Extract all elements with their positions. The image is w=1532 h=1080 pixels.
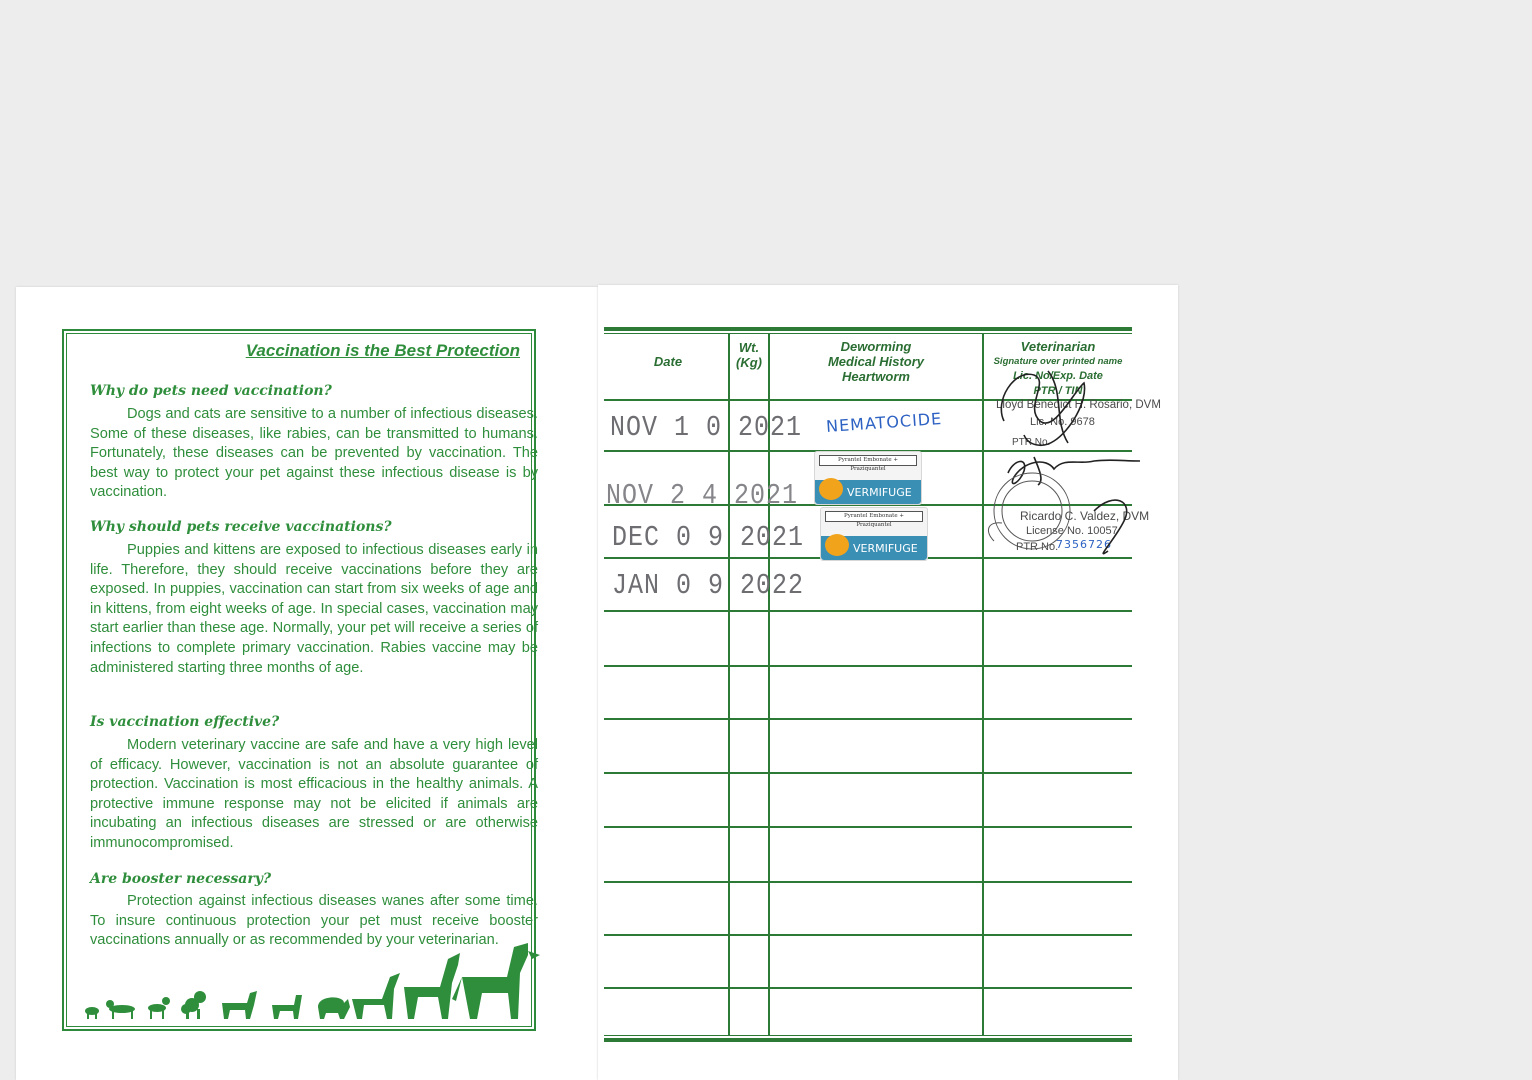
sticker-label: VERMIFUGE [853, 542, 918, 555]
header-medical-history: Medical History [827, 354, 925, 369]
date-stamp: JAN 0 9 2022 [612, 569, 805, 603]
handwritten-ptr-number: 7356726 [1056, 538, 1112, 551]
header-deworming [770, 339, 982, 384]
header-ptr-tin: PTR / TIN [1033, 385, 1083, 397]
dog-silhouettes-illustration [82, 943, 542, 1023]
vermifuge-sticker [814, 451, 922, 505]
info-title: Vaccination is the Best Protection [245, 341, 520, 360]
sticker-ingredients: Pyrantel Embonate + Praziquantel [819, 455, 917, 466]
row-divider [604, 772, 1132, 774]
question-heading: Why should pets receive vaccinations? [90, 519, 392, 535]
bottom-rule [604, 1038, 1132, 1042]
vet-name-stamp: Ricardo C. Valdez, DVM [1020, 509, 1150, 523]
header-date: Date [653, 354, 683, 369]
top-rule-thin [604, 333, 1132, 334]
row-divider [604, 881, 1132, 883]
brand-logo-icon [819, 478, 843, 500]
header-weight-line: Wt. [738, 340, 760, 355]
vet-name-stamp: Lloyd Benedict H. Rosario, DVM [996, 399, 1161, 411]
row-divider [604, 718, 1132, 720]
header-heartworm: Heartworm [842, 369, 910, 384]
vermifuge-sticker [820, 507, 928, 561]
vet-license-stamp: License No. 10057 [1026, 525, 1118, 537]
left-booklet-page [16, 287, 598, 1080]
header-weight-unit: (Kg) [736, 355, 762, 370]
answer-paragraph: Puppies and kittens are exposed to infectious diseases early in life. Therefore, they should receive vaccinations before they are exposed. In puppies, vaccination can start from six weeks of age and in kittens, from eight weeks of age. In special cases, vaccination may start earlier than these age. Normally, your pet will receive a series of infections to complete primary vaccination. Rabies vaccine may be administered starting three months of age. [90, 542, 538, 676]
brand-logo-icon [825, 534, 849, 556]
vet-ptr-stamp: PTR No. [1016, 541, 1059, 553]
header-veterinarian-title: Veterinarian [1020, 339, 1096, 354]
vet-license-stamp: Lic. No. 9678 [1030, 416, 1095, 428]
header-signature: Signature over printed name [993, 356, 1123, 367]
date-stamp: NOV 1 0 2021 [610, 411, 803, 445]
question-heading: Is vaccination effective? [90, 714, 280, 730]
question-heading: Why do pets need vaccination? [90, 383, 332, 399]
sticker-ingredients: Pyrantel Embonate + Praziquantel [825, 511, 923, 522]
date-stamp: NOV 2 4 2021 [606, 479, 799, 513]
vet-signatures-and-seal [984, 361, 1152, 561]
row-divider [604, 987, 1132, 989]
bottom-rule-thin [604, 1035, 1132, 1036]
answer-paragraph: Dogs and cats are sensitive to a number of infectious diseases. Some of these diseases, like rabies, can be transmitted to humans. Fortunately, these diseases can be prevented by vaccination. The best way to protect your pet against these infectious disease is by vaccination. [90, 406, 538, 501]
question-heading: Are booster necessary? [90, 871, 272, 887]
row-divider [604, 826, 1132, 828]
top-rule [604, 327, 1132, 331]
vet-ptr-stamp: PTR No. [1012, 437, 1051, 448]
sticker-label: VERMIFUGE [847, 486, 912, 499]
row-divider [604, 610, 1132, 612]
vaccination-info-box [62, 329, 536, 1031]
row-divider [604, 934, 1132, 936]
header-license: Lic. No/Exp. Date [1013, 370, 1103, 382]
answer-paragraph: Protection against infectious diseases wanes after some time. To insure continuous protection your pet must receive booster vaccinations annually or as recommended by your veterinarian. [90, 893, 538, 949]
header-deworming-line: Deworming [840, 339, 912, 354]
date-stamp: DEC 0 9 2021 [612, 521, 805, 555]
row-divider [604, 665, 1132, 667]
right-booklet-page [598, 285, 1178, 1080]
answer-paragraph: Modern veterinary vaccine are safe and have a very high level of efficacy. However, vaccination is not an absolute guarantee of protection. Vaccination is most efficacious in the healthy animals. A protective immune response may not be elicited if animals are incubating an infectious diseases are stressed or are otherwise immunocompromised. [90, 737, 538, 851]
header-weight [729, 340, 769, 370]
handwritten-deworming-entry: NEMATOCIDE [825, 408, 943, 437]
